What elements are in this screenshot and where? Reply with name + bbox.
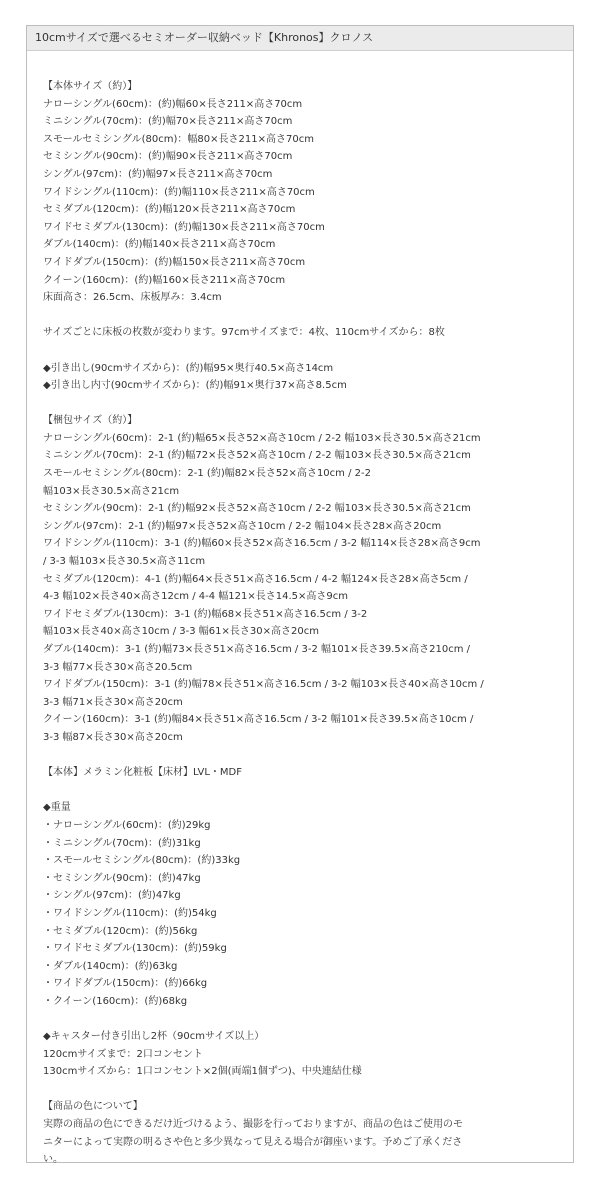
blank-spacer — [43, 342, 573, 360]
blank-spacer — [43, 1081, 573, 1099]
spec-line: セミダブル(120cm)：(約)幅120×長さ211×高さ70cm — [43, 204, 296, 216]
spec-line: 3-3 幅77×長さ30×高さ20.5cm — [43, 661, 193, 673]
spec-line: ワイドシングル(110cm)：3-1 (約)幅60×長さ52×高さ16.5cm / 3-2 幅114×長さ28×高さ9cm — [43, 538, 481, 550]
spec-line: 4-3 幅102×長さ40×高さ12cm / 4-4 幅121×長さ14.5×高さ9cm — [43, 591, 348, 603]
spec-line: ◆キャスター付き引出し2杯（90cmサイズ以上） — [43, 1031, 265, 1043]
spec-line: ミニシングル(70cm)：(約)幅70×長さ211×高さ70cm — [43, 116, 293, 128]
spec-line: ◆重量 — [43, 802, 71, 814]
spec-line: ワイドダブル(150cm)：3-1 (約)幅78×長さ51×高さ16.5cm / 3-2 幅103×長さ40×高さ10cm / — [43, 679, 484, 691]
spec-line: ・ワイドダブル(150cm)：(約)66kg — [43, 978, 208, 990]
spec-line: ナローシングル(60cm)：2-1 (約)幅65×長さ52×高さ10cm / 2-2 幅103×長さ30.5×高さ21cm — [43, 432, 481, 444]
blank-spacer — [43, 1010, 573, 1028]
spec-line: ・セミシングル(90cm)：(約)47kg — [43, 872, 201, 884]
spec-line: 幅103×長さ30.5×高さ21cm — [43, 485, 180, 497]
spec-line: い。 — [43, 1154, 63, 1166]
spec-line: ミニシングル(70cm)：2-1 (約)幅72×長さ52×高さ10cm / 2-2 幅103×長さ30.5×高さ21cm — [43, 450, 471, 462]
spec-line: ワイドシングル(110cm)：(約)幅110×長さ211×高さ70cm — [43, 186, 315, 198]
spec-line: ・セミダブル(120cm)：(約)56kg — [43, 925, 198, 937]
product-info-panel — [26, 25, 574, 1166]
spec-line: 3-3 幅87×長さ30×高さ20cm — [43, 731, 183, 743]
spec-line: ◆引き出し内寸(90cmサイズから)：(約)幅91×奥行37×高さ8.5cm — [43, 380, 347, 392]
spec-line: ・シングル(97cm)：(約)47kg — [43, 890, 181, 902]
blank-spacer — [43, 747, 573, 765]
spec-line: 120cmサイズまで：2口コンセント — [43, 1048, 203, 1060]
spec-line: ダブル(140cm)：(約)幅140×長さ211×高さ70cm — [43, 239, 276, 251]
spec-line: 幅103×長さ40×高さ10cm / 3-3 幅61×長さ30×高さ20cm — [43, 626, 319, 638]
spec-line: ・ミニシングル(70cm)：(約)31kg — [43, 837, 201, 849]
spec-line: ・ナローシングル(60cm)：(約)29kg — [43, 819, 211, 831]
blank-spacer — [43, 395, 573, 413]
spec-line: 床面高さ：26.5cm、床板厚み：3.4cm — [43, 292, 222, 304]
spec-line: ワイドセミダブル(130cm)：(約)幅130×長さ211×高さ70cm — [43, 221, 325, 233]
blank-spacer — [43, 782, 573, 800]
spec-line: ワイドダブル(150cm)：(約)幅150×長さ211×高さ70cm — [43, 256, 306, 268]
spec-line: クイーン(160cm)：(約)幅160×長さ211×高さ70cm — [43, 274, 286, 286]
spec-line: ・ワイドシングル(110cm)：(約)54kg — [43, 907, 217, 919]
spec-line: 130cmサイズから：1口コンセント×2個(両端1個ずつ)、中央連結仕様 — [43, 1066, 362, 1078]
panel-title: 10cmサイズで選べるセミオーダー収納ベッド【Khronos】クロノス — [27, 26, 573, 51]
spec-line: セミシングル(90cm)：2-1 (約)幅92×長さ52×高さ10cm / 2-2 幅103×長さ30.5×高さ21cm — [43, 503, 471, 515]
spec-content — [27, 51, 573, 1169]
spec-line: ニターによって実際の明るさや色と多少異なって見える場合が御座います。予めご了承くださ — [43, 1136, 463, 1148]
spec-line: ナローシングル(60cm)：(約)幅60×長さ211×高さ70cm — [43, 98, 303, 110]
spec-line: 【商品の色について】 — [43, 1101, 143, 1113]
spec-line: セミシングル(90cm)：(約)幅90×長さ211×高さ70cm — [43, 151, 293, 163]
spec-line: ・ワイドセミダブル(130cm)：(約)59kg — [43, 943, 227, 955]
spec-line: セミダブル(120cm)：4-1 (約)幅64×長さ51×高さ16.5cm / 4-2 幅124×長さ28×高さ5cm / — [43, 573, 468, 585]
spec-line: ◆引き出し(90cmサイズから)：(約)幅95×奥行40.5×高さ14cm — [43, 362, 334, 374]
spec-line: 実際の商品の色にできるだけ近づけるよう、撮影を行っておりますが、商品の色はご使用のモ — [43, 1119, 463, 1131]
spec-line: 【本体サイズ（約）】 — [43, 81, 138, 92]
spec-line: サイズごとに床板の枚数が変わります。97cmサイズまで：4枚、110cmサイズから：8枚 — [43, 327, 445, 339]
spec-line: 【本体】メラミン化粧板【床材】LVL・MDF — [43, 767, 242, 779]
spec-line: シングル(97cm)：2-1 (約)幅97×長さ52×高さ10cm / 2-2 幅104×長さ28×高さ20cm — [43, 520, 442, 532]
spec-line: 3-3 幅71×長さ30×高さ20cm — [43, 696, 183, 708]
spec-line: / 3-3 幅103×長さ30.5×高さ11cm — [43, 556, 206, 568]
spec-line: クイーン(160cm)：3-1 (約)幅84×長さ51×高さ16.5cm / 3-2 幅101×長さ39.5×高さ10cm / — [43, 714, 474, 726]
spec-line: ・クイーン(160cm)：(約)68kg — [43, 995, 188, 1007]
spec-line: 【梱包サイズ（約）】 — [43, 415, 138, 427]
spec-line: ・ダブル(140cm)：(約)63kg — [43, 960, 178, 972]
spec-line: スモールセミシングル(80cm)：幅80×長さ211×高さ70cm — [43, 133, 314, 145]
spec-line: ・スモールセミシングル(80cm)：(約)33kg — [43, 855, 241, 867]
spec-line: シングル(97cm)：(約)幅97×長さ211×高さ70cm — [43, 168, 273, 180]
spec-line: ワイドセミダブル(130cm)：3-1 (約)幅68×長さ51×高さ16.5cm / 3-2 — [43, 608, 368, 620]
spec-line: ダブル(140cm)：3-1 (約)幅73×長さ51×高さ16.5cm / 3-2 幅101×長さ39.5×高さ210cm / — [43, 644, 470, 655]
blank-spacer — [43, 307, 573, 325]
spec-line: スモールセミシングル(80cm)：2-1 (約)幅82×長さ52×高さ10cm / 2-2 — [43, 468, 371, 480]
